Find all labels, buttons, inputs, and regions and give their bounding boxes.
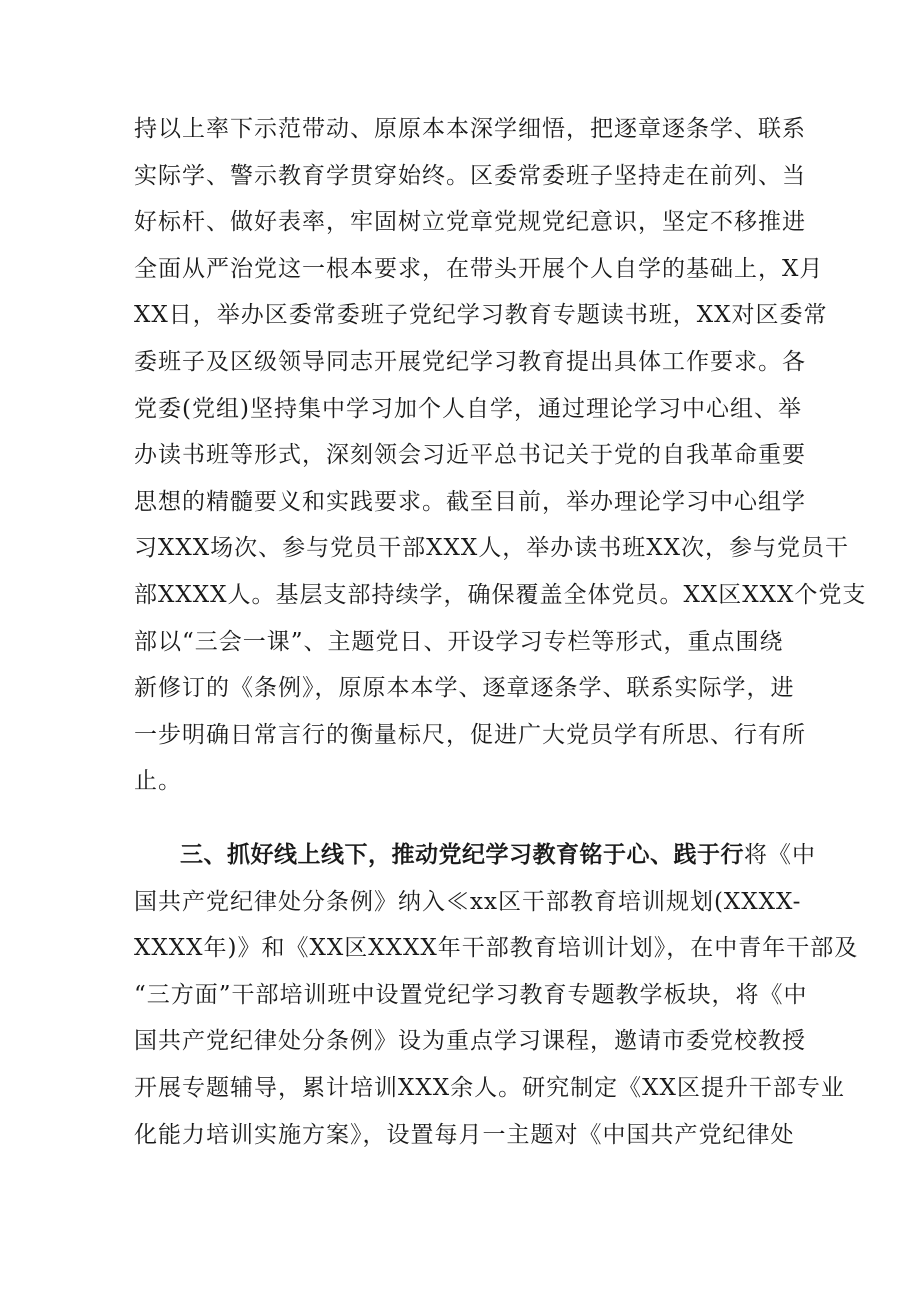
text-line: 持以上率下示范带动、原原本本深学细悟，把逐章逐条学、联系 (134, 116, 806, 142)
text-line: 国共产党纪律处分条例》设为重点学习课程，邀请市委党校教授 (134, 1028, 806, 1055)
paragraph-online-offline (134, 832, 859, 1158)
text-line: 新修订的《条例》，原原本本学、逐章逐条学、联系实际学，进 (134, 675, 795, 702)
text-line: XXXX年)》和《XX区XXXX年干部教育培训计划》，在中青年干部及 (134, 935, 859, 962)
text-line: 国共产党纪律处分条例》纳入≪xx区干部教育培训规划(XXXX- (134, 888, 802, 915)
text-line: 委班子及区级领导同志开展党纪学习教育提出具体工作要求。各 (134, 348, 806, 375)
section-heading: 三、抓好线上线下，推动党纪学习教育铭于心、践于行 (180, 842, 744, 868)
text-line: 化能力培训实施方案》，设置每月一主题对《中国共产党纪律处 (134, 1121, 795, 1148)
text-line: “三方面”干部培训班中设置党纪学习教育专题教学板块，将《中 (134, 981, 808, 1008)
text-line: 实际学、警示教育学贯穿始终。区委常委班子坚持走在前列、当 (134, 162, 806, 189)
text-line: 开展专题辅导，累计培训XXX余人。研究制定《XX区提升干部专业 (134, 1074, 845, 1101)
text-line: 止。 (134, 768, 182, 795)
text-line: 办读书班等形式，深刻领会习近平总书记关于党的自我革命重要 (134, 442, 806, 469)
heading-line-rest: 将《中 (744, 842, 816, 868)
paragraph-study-implementation (134, 106, 867, 805)
text-line: 习XXX场次、参与党员干部XXX人，举办读书班XX次，参与党员干 (134, 535, 849, 562)
text-line: 一步明确日常言行的衡量标尺，促进广大党员学有所思、行有所 (134, 721, 806, 748)
heading-line (134, 832, 816, 879)
text-line: 好标杆、做好表率，牢固树立党章党规党纪意识，坚定不移推进 (134, 209, 806, 236)
text-line: 党委(党组)坚持集中学习加个人自学，通过理论学习中心组、举 (134, 395, 802, 422)
text-line: 部以“三会一课”、主题党日、开设学习专栏等形式，重点围绕 (134, 628, 784, 655)
text-line: XX日，举办区委常委班子党纪学习教育专题读书班，XX对区委常 (134, 302, 828, 329)
text-line: 思想的精髓要义和实践要求。截至目前，举办理论学习中心组学 (134, 488, 806, 515)
text-line: 部XXXX人。基层支部持续学，确保覆盖全体党员。XX区XXX个党支 (134, 581, 867, 608)
text-line: 全面从严治党这一根本要求，在带头开展个人自学的基础上，X月 (134, 255, 824, 282)
